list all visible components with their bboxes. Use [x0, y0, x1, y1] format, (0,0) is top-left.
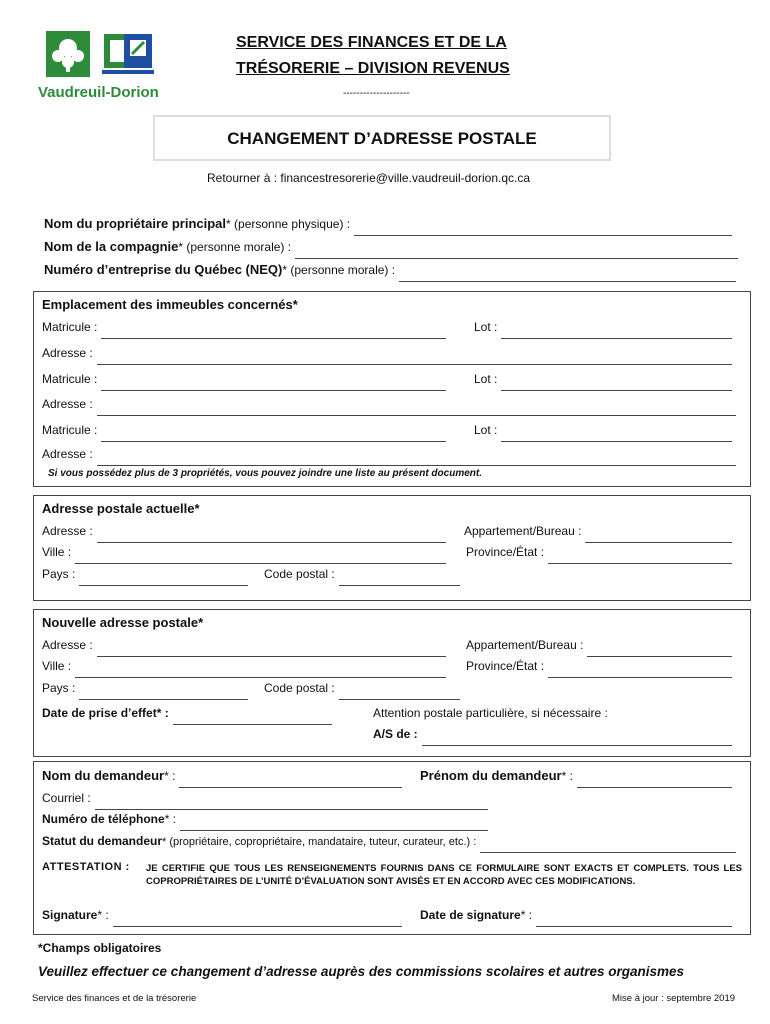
- owner-principal-suffix: * (personne physique) :: [226, 217, 351, 231]
- new-title-text: Nouvelle adresse postale: [42, 615, 199, 630]
- requester-firstname-label: Prénom du demandeur: [420, 768, 562, 783]
- neq-suffix: * (personne morale) :: [282, 263, 396, 277]
- city-logo: [38, 28, 163, 103]
- phone-row: [42, 812, 492, 826]
- requester-firstname-field[interactable]: [577, 787, 732, 788]
- phone-label: Numéro de téléphone: [42, 812, 165, 826]
- attention-label: Attention postale particulière, si nécessaire :: [373, 706, 608, 720]
- signature-date-field[interactable]: [536, 926, 732, 927]
- signature-date-row: [420, 908, 736, 922]
- company-suffix: * (personne morale) :: [178, 240, 292, 254]
- status-suffix: * (propriétaire, copropriétaire, mandataire, tuteur, curateur, etc.) :: [162, 836, 477, 848]
- new-city-row: [42, 659, 450, 673]
- building-address-label-3: Adresse :: [42, 447, 93, 461]
- as-de-label: A/S de :: [373, 727, 418, 741]
- current-country-row: [42, 567, 252, 581]
- matricule-row-1: [42, 320, 450, 334]
- neq-field[interactable]: [399, 281, 736, 282]
- signature-row: [42, 908, 406, 922]
- company-field[interactable]: [295, 258, 738, 259]
- required-fields-note: *Champs obligatoires: [38, 941, 162, 955]
- requester-firstname-suffix: * :: [561, 769, 573, 783]
- signature-suffix: * :: [97, 908, 109, 922]
- buildings-title-asterisk: *: [292, 297, 298, 312]
- buildings-note: Si vous possédez plus de 3 propriétés, vous pouvez joindre une liste au présent document.: [48, 468, 482, 479]
- new-country-label: Pays :: [42, 681, 76, 695]
- building-address-label-2: Adresse :: [42, 397, 93, 411]
- matricule-label-1: Matricule :: [42, 320, 98, 334]
- new-apt-row: [466, 638, 736, 652]
- phone-suffix: * :: [164, 812, 177, 826]
- requester-name-row: [42, 768, 406, 783]
- form-title: CHANGEMENT D’ADRESSE POSTALE: [227, 129, 537, 148]
- requester-name-label: Nom du demandeur: [42, 768, 165, 783]
- new-postal-row: [264, 681, 464, 695]
- email-field[interactable]: [95, 809, 488, 810]
- current-country-field[interactable]: [79, 585, 248, 586]
- lot-label-3: Lot :: [474, 423, 498, 437]
- header-dashes: --------------------: [343, 88, 410, 99]
- new-province-field[interactable]: [548, 677, 732, 678]
- effective-date-field[interactable]: [173, 724, 332, 725]
- new-country-field[interactable]: [79, 699, 248, 700]
- lot-row-1: [474, 320, 736, 334]
- building-address-field-3[interactable]: [97, 465, 736, 466]
- phone-field[interactable]: [180, 830, 488, 831]
- building-address-row-3: [42, 447, 740, 461]
- new-country-row: [42, 681, 252, 695]
- header-title-line1: SERVICE DES FINANCES ET DE LA: [236, 34, 507, 51]
- current-postal-row: [264, 567, 464, 581]
- requester-firstname-row: [420, 768, 736, 783]
- matricule-label-2: Matricule :: [42, 372, 98, 386]
- current-city-label: Ville :: [42, 545, 72, 559]
- matricule-row-2: [42, 372, 450, 386]
- as-de-field[interactable]: [422, 745, 732, 746]
- new-apt-label: Appartement/Bureau :: [466, 638, 584, 652]
- footer-left: Service des finances et de la trésorerie: [32, 993, 197, 1004]
- status-label: Statut du demandeur: [42, 834, 163, 848]
- current-address-row: [42, 524, 450, 538]
- new-postal-label: Code postal :: [264, 681, 335, 695]
- new-province-row: [466, 659, 736, 673]
- current-address-label: Adresse :: [42, 524, 93, 538]
- current-city-field[interactable]: [75, 563, 446, 564]
- signature-label: Signature: [42, 908, 98, 922]
- current-postal-field[interactable]: [339, 585, 460, 586]
- matricule-row-3: [42, 423, 450, 437]
- current-country-label: Pays :: [42, 567, 76, 581]
- owner-principal-field[interactable]: [354, 235, 732, 236]
- building-address-field-2[interactable]: [97, 415, 736, 416]
- attestation-label: ATTESTATION :: [42, 861, 130, 873]
- buildings-title-text: Emplacement des immeubles concernés: [42, 297, 293, 312]
- company-row: [44, 239, 742, 254]
- neq-label: Numéro d’entreprise du Québec (NEQ): [44, 262, 283, 277]
- lot-row-3: [474, 423, 736, 437]
- matricule-field-3[interactable]: [101, 441, 446, 442]
- current-postal-label: Code postal :: [264, 567, 335, 581]
- form-title-box: [153, 115, 611, 161]
- effective-date-row: [42, 706, 336, 720]
- as-de-row: [373, 727, 736, 741]
- status-row: [42, 834, 740, 848]
- current-apt-row: [464, 524, 736, 538]
- new-postal-field[interactable]: [339, 699, 460, 700]
- building-address-label-1: Adresse :: [42, 346, 93, 360]
- matricule-field-2[interactable]: [101, 390, 446, 391]
- signature-date-suffix: * :: [520, 908, 533, 922]
- new-address-label: Adresse :: [42, 638, 93, 652]
- current-title-text: Adresse postale actuelle: [42, 501, 195, 516]
- requester-name-field[interactable]: [179, 787, 402, 788]
- current-province-row: [466, 545, 736, 559]
- lot-field-3[interactable]: [501, 441, 732, 442]
- building-address-row-2: [42, 397, 740, 411]
- return-address: Retourner à : financestresorerie@ville.vaudreuil-dorion.qc.ca: [207, 171, 531, 185]
- new-province-label: Province/État :: [466, 659, 545, 673]
- owner-principal-row: [44, 216, 736, 231]
- buildings-title: [42, 297, 298, 312]
- attestation-text: JE CERTIFIE QUE TOUS LES RENSEIGNEMENTS FOURNIS DANS CE FORMULAIRE SONT EXACTS ET COMPLETS. TOUS LES COPROPRIÉTAIRES DE L’UNITÉ D’ÉVALUATION SONT AVISÉS ET EN ACCORD AVEC CES MODIFICATIONS.: [146, 863, 742, 887]
- company-label: Nom de la compagnie: [44, 239, 179, 254]
- new-city-label: Ville :: [42, 659, 72, 673]
- current-address-title: [42, 501, 200, 516]
- email-label: Courriel :: [42, 791, 91, 805]
- neq-row: [44, 262, 740, 277]
- lot-field-1[interactable]: [501, 338, 732, 339]
- current-address-field[interactable]: [97, 542, 446, 543]
- lot-label-2: Lot :: [474, 372, 498, 386]
- new-address-field[interactable]: [97, 656, 446, 657]
- requester-name-suffix: * :: [164, 769, 176, 783]
- new-address-title: [42, 615, 203, 630]
- signature-field[interactable]: [113, 926, 402, 927]
- matricule-field-1[interactable]: [101, 338, 446, 339]
- logo-text: Vaudreuil-Dorion: [38, 84, 159, 101]
- building-address-row-1: [42, 346, 736, 360]
- email-row: [42, 791, 492, 805]
- current-apt-label: Appartement/Bureau :: [464, 524, 582, 538]
- new-apt-field[interactable]: [587, 656, 732, 657]
- lot-field-2[interactable]: [501, 390, 732, 391]
- effective-date-label: Date de prise d’effet* :: [42, 706, 169, 720]
- lot-label-1: Lot :: [474, 320, 498, 334]
- current-city-row: [42, 545, 450, 559]
- reminder-text: Veuillez effectuer ce changement d’adresse auprès des commissions scolaires et autres organismes: [38, 964, 685, 979]
- new-title-asterisk: *: [198, 615, 204, 630]
- signature-date-label: Date de signature: [420, 908, 521, 922]
- status-field[interactable]: [480, 852, 736, 853]
- matricule-label-3: Matricule :: [42, 423, 98, 437]
- header-title-line2: TRÉSORERIE – DIVISION REVENUS: [236, 60, 510, 77]
- new-city-field[interactable]: [75, 677, 446, 678]
- city-logo-icon: [38, 28, 163, 88]
- current-province-field[interactable]: [548, 563, 732, 564]
- lot-row-2: [474, 372, 736, 386]
- footer-right: Mise à jour : septembre 2019: [612, 993, 736, 1004]
- building-address-field-1[interactable]: [97, 364, 732, 365]
- current-apt-field[interactable]: [585, 542, 732, 543]
- current-title-asterisk: *: [194, 501, 200, 516]
- new-address-row: [42, 638, 450, 652]
- current-province-label: Province/État :: [466, 545, 545, 559]
- owner-principal-label: Nom du propriétaire principal: [44, 216, 227, 231]
